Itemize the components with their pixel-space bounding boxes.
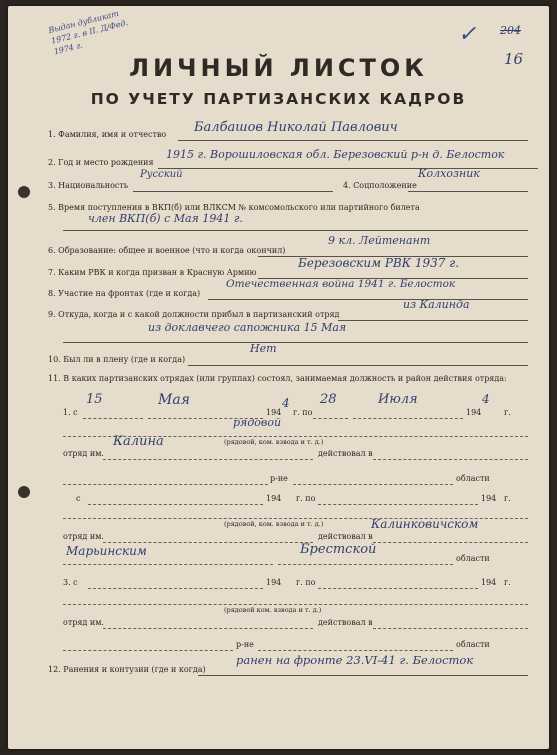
field-7-label: 7. Каким РВК и когда призван в Красную Армию (48, 268, 257, 277)
s3-rne: р-не (236, 640, 254, 649)
document-page (8, 6, 549, 749)
s1-otryad-line (103, 459, 313, 460)
field-8-value: Отечественная война 1941 г. Белосток (226, 278, 456, 290)
s3-end: г. (504, 578, 511, 587)
field-12-line (198, 675, 528, 676)
field-1-label: 1. Фамилия, имя и отчество (48, 130, 167, 139)
s2-oblasti: области (456, 474, 490, 483)
s3-rne-line (63, 650, 233, 651)
s1-year-to: 4 (482, 392, 490, 406)
field-3-value: Русский (140, 169, 183, 180)
s1-day-to-line (313, 418, 348, 419)
field-4-label: 4. Соцположение (343, 181, 417, 190)
s1-day-to: 28 (320, 392, 337, 407)
s3-to-line (318, 588, 478, 589)
field-2-value: 1915 г. Ворошиловская обл. Березовский р-н д. Белосток (166, 148, 505, 161)
s2-year2: 194 (481, 494, 497, 503)
s2-oblast-line (293, 484, 453, 485)
s1-to: г. по (293, 408, 313, 417)
s2-rne-line (63, 484, 268, 485)
field-5-label: 5. Время поступления в ВКП(б) или ВЛКСМ № комсомольского или партийного билета (48, 203, 420, 212)
s1-end: г. (504, 408, 511, 417)
s2-to: г. по (296, 494, 316, 503)
s2-area-line (373, 542, 528, 543)
s2-oblasti-2: области (456, 554, 490, 563)
s2-otryad-line (103, 542, 313, 543)
field-1-line (178, 140, 528, 141)
s2-to-line (318, 504, 478, 505)
s2-otryad-label: отряд им. (63, 532, 104, 541)
check-mark-icon: ✓ (458, 22, 477, 47)
s2-end: г. (504, 494, 511, 503)
s3-otryad-line (103, 628, 313, 629)
s1-otryad-value: Калина (113, 434, 164, 449)
punch-hole (18, 186, 30, 198)
field-10-label: 10. Был ли в плену (где и когда) (48, 355, 186, 364)
field-3-line (133, 191, 333, 192)
s3-year2: 194 (481, 578, 497, 587)
s3-prefix: 3. с (63, 578, 78, 587)
s2-role-note: (рядовой, ком. взвода и т. д.) (224, 520, 324, 528)
s3-otryad-label: отряд им. (63, 618, 104, 627)
field-2-line (158, 168, 538, 169)
s1-day-line (83, 418, 143, 419)
field-12-value: ранен на фронте 23.VI-41 г. Белосток (236, 653, 474, 667)
page-title: ЛИЧНЫЙ ЛИСТОК (129, 54, 428, 82)
field-5-line (63, 230, 528, 231)
s2-from-line (88, 504, 263, 505)
field-12-label: 12. Ранения и контузии (где и когда) (48, 665, 206, 674)
field-9-label: 9. Откуда, когда и с какой должности прибыл в партизанский отряд (48, 310, 340, 319)
field-10-line (188, 365, 528, 366)
s2-district-value: Марьинским (66, 544, 147, 558)
s3-role-line (63, 604, 528, 605)
s2-district-line (63, 564, 273, 565)
s1-day: 15 (86, 392, 103, 407)
s2-oblast-value: Брестской (300, 542, 377, 557)
s2-oblast2-line (278, 564, 453, 565)
punch-hole (18, 486, 30, 498)
crossed-number: 204 (500, 24, 521, 37)
s1-role-note: (рядовой, ком. взвода и т. д.) (224, 438, 324, 446)
field-11-label: 11. В каких партизанских отрядах (или группах) состоял, занимаемая должность и район действия отряда: (48, 374, 507, 383)
s3-oblasti: области (456, 640, 490, 649)
s2-rne: р-не (270, 474, 288, 483)
field-7-value: Березовским РВК 1937 г. (298, 256, 460, 270)
field-1-value: Балбашов Николай Павлович (194, 120, 398, 135)
s1-deystvoval: действовал в (318, 449, 373, 458)
s1-year-from: 4 (282, 396, 290, 410)
field-4-line (408, 191, 528, 192)
field-9-line-b (63, 342, 528, 343)
s1-year-to-prefix: 194 (466, 408, 482, 417)
page-subtitle: ПО УЧЕТУ ПАРТИЗАНСКИХ КАДРОВ (90, 90, 467, 108)
s1-prefix: 1. с (63, 408, 78, 417)
field-9-value-b: из доклавчего сапожника 15 Мая (148, 321, 347, 334)
field-8-line (208, 299, 528, 300)
s2-year1: 194 (266, 494, 282, 503)
s1-month-to-line (353, 418, 463, 419)
sheet-number: 16 (504, 50, 524, 68)
field-10-value: Нет (250, 342, 277, 355)
field-8-label: 8. Участие на фронтах (где и когда) (48, 289, 201, 298)
field-9-line-a (338, 320, 528, 321)
s1-area-line (373, 459, 528, 460)
field-6-value: 9 кл. Лейтенант (328, 234, 431, 247)
s3-role-note: (рядовой ком. взвода и т. д.) (224, 606, 322, 614)
s3-deystvoval: действовал в (318, 618, 373, 627)
field-3-label: 3. Национальность (48, 181, 129, 190)
s2-prefix: с (76, 494, 81, 503)
field-6-label: 6. Образование: общее и военное (что и когда окончил) (48, 246, 286, 255)
field-5-value: член ВКП(б) с Мая 1941 г. (88, 212, 243, 225)
field-4-value: Колхозник (418, 167, 480, 180)
s1-month: Мая (158, 392, 190, 408)
s1-year-from-prefix: 194 (266, 408, 282, 417)
s3-to: г. по (296, 578, 316, 587)
field-2-label: 2. Год и место рождения (48, 158, 154, 167)
s3-oblast-line (258, 650, 453, 651)
s2-area-value: Калинковичском (371, 517, 479, 531)
archive-note: Выдан дубликат 1972 г. в II. Д/Фед. 1974 г. (47, 8, 129, 57)
s1-otryad-label: отряд им. (63, 449, 104, 458)
s1-role: рядовой (233, 416, 282, 429)
s3-from-line (88, 588, 263, 589)
s3-area-line (373, 628, 528, 629)
s1-month-to: Июля (378, 392, 418, 407)
s2-deystvoval: действовал в (318, 532, 373, 541)
field-9-value-a: из Калинда (403, 298, 470, 311)
s3-year1: 194 (266, 578, 282, 587)
